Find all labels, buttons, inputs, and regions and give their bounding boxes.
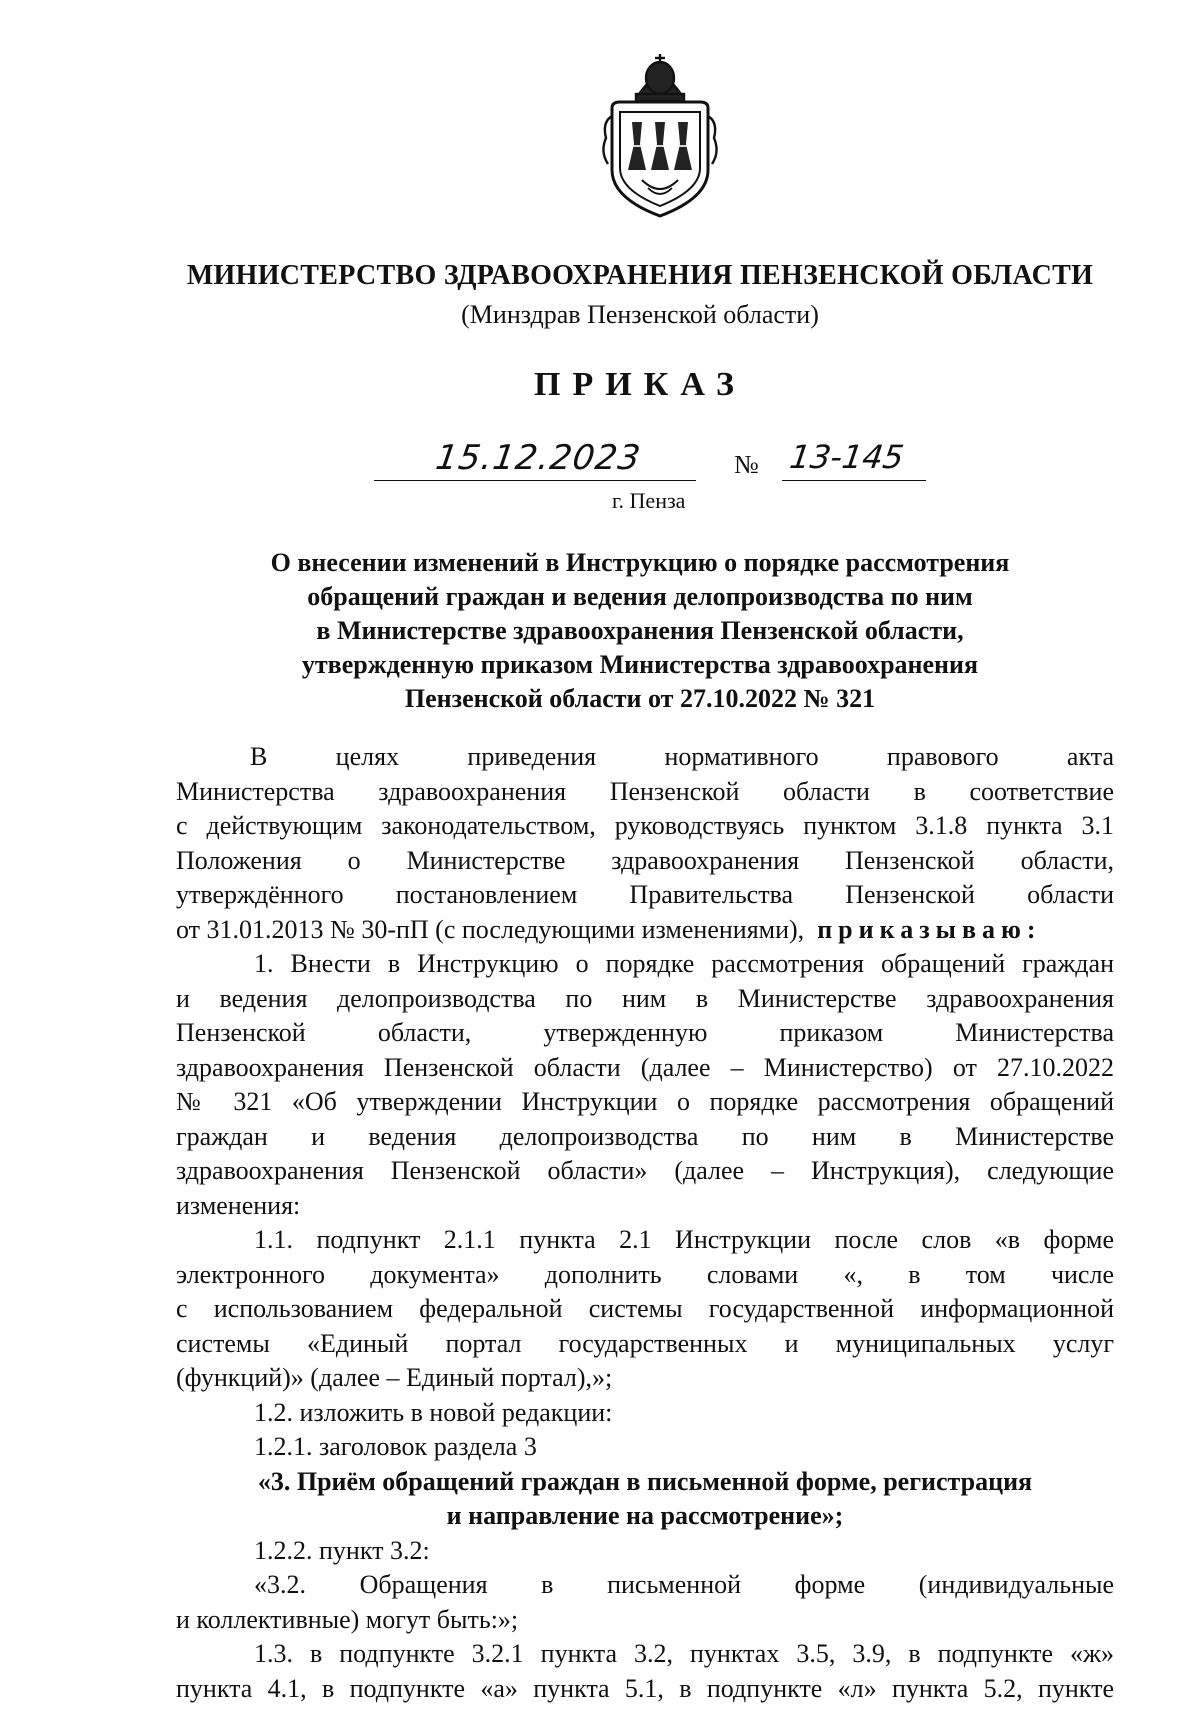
body-line: утверждённого постановлением Правительства Пензенской области	[176, 880, 1114, 909]
title-line: О внесении изменений в Инструкцию о порядке рассмотрения	[270, 548, 1010, 577]
body-line: Министерства здравоохранения Пензенской области в соответствие	[176, 776, 1114, 806]
body-line: системы «Единый портал государственных и муниципальных услуг	[176, 1328, 1114, 1358]
section-heading-line: и направление на рассмотрение»;	[446, 1501, 844, 1530]
order-verb: приказываю:	[817, 914, 1042, 944]
body-line: 1.3. в подпункте 3.2.1 пункта 3.2, пунктах 3.5, 3.9, в подпункте «ж»	[254, 1639, 1114, 1668]
order-number: 13-145	[787, 438, 907, 476]
order-date: 15.12.2023	[433, 438, 644, 478]
number-underline	[782, 480, 926, 481]
body-line: с использованием федеральной системы государственной информационной	[176, 1294, 1114, 1323]
body-line: В целях приведения нормативного правового акта	[250, 742, 1114, 771]
number-sign: №	[734, 450, 759, 479]
title-line: обращений граждан и ведения делопроизводства по ним	[307, 582, 973, 611]
body-line: 1.2. изложить в новой редакции:	[254, 1397, 613, 1427]
body-line: (функций)» (далее – Единый портал),»;	[176, 1363, 613, 1392]
date-underline	[374, 480, 696, 481]
body-line: и ведения делопроизводства по ним в Министерстве здравоохранения	[176, 983, 1114, 1013]
coat-of-arms-emblem	[598, 52, 722, 220]
body-line: изменения:	[176, 1190, 301, 1220]
title-line: в Министерстве здравоохранения Пензенской области,	[316, 616, 964, 645]
body-line: «3.2. Обращения в письменной форме (индивидуальные	[254, 1570, 1114, 1599]
title-line: утвержденную приказом Министерства здравоохранения	[301, 650, 979, 679]
body-line: № 321 «Об утверждении Инструкции о порядке рассмотрения обращений	[176, 1087, 1114, 1116]
body-line: Положения о Министерстве здравоохранения Пензенской области,	[176, 845, 1114, 875]
city: г. Пенза	[612, 488, 686, 513]
section-heading-line: «3. Приём обращений граждан в письменной форме, регистрация	[257, 1466, 1033, 1496]
body-line: пункта 4.1, в подпункте «а» пункта 5.1, в подпункте «л» пункта 5.2, пункте	[176, 1673, 1114, 1703]
body-line: и коллективные) могут быть:»;	[176, 1604, 519, 1634]
body-line	[176, 913, 1114, 948]
ministry-short-name: (Минздрав Пензенской области)	[461, 300, 819, 329]
title-line: Пензенской области от 27.10.2022 № 321	[404, 684, 876, 713]
body-line: граждан и ведения делопроизводства по ним в Министерстве	[176, 1121, 1114, 1151]
ministry-name: МИНИСТЕРСТВО ЗДРАВООХРАНЕНИЯ ПЕНЗЕНСКОЙ ОБЛАСТИ	[186, 260, 1094, 291]
body-line: электронного документа» дополнить словами «, в том числе	[176, 1259, 1114, 1289]
body-line: 1.2.2. пункт 3.2:	[254, 1535, 430, 1565]
body-line: 1. Внести в Инструкцию о порядке рассмотрения обращений граждан	[254, 949, 1114, 978]
order-body	[176, 740, 1114, 1706]
body-line: здравоохранения Пензенской области» (далее – Инструкция), следующие	[176, 1156, 1114, 1185]
body-text: от 31.01.2013 № 30-пП (с последующими изменениями),	[176, 914, 805, 944]
body-line: 1.2.1. заголовок раздела 3	[254, 1432, 537, 1461]
body-line: с действующим законодательством, руководствуясь пунктом 3.1.8 пункта 3.1	[176, 811, 1114, 840]
body-line: Пензенской области, утвержденную приказом Министерства	[176, 1018, 1114, 1047]
document-type: ПРИКАЗ	[534, 366, 746, 403]
body-line: 1.1. подпункт 2.1.1 пункта 2.1 Инструкции после слов «в форме	[254, 1225, 1114, 1254]
order-title	[160, 546, 1120, 716]
body-line: здравоохранения Пензенской области (далее – Министерство) от 27.10.2022	[176, 1052, 1114, 1082]
